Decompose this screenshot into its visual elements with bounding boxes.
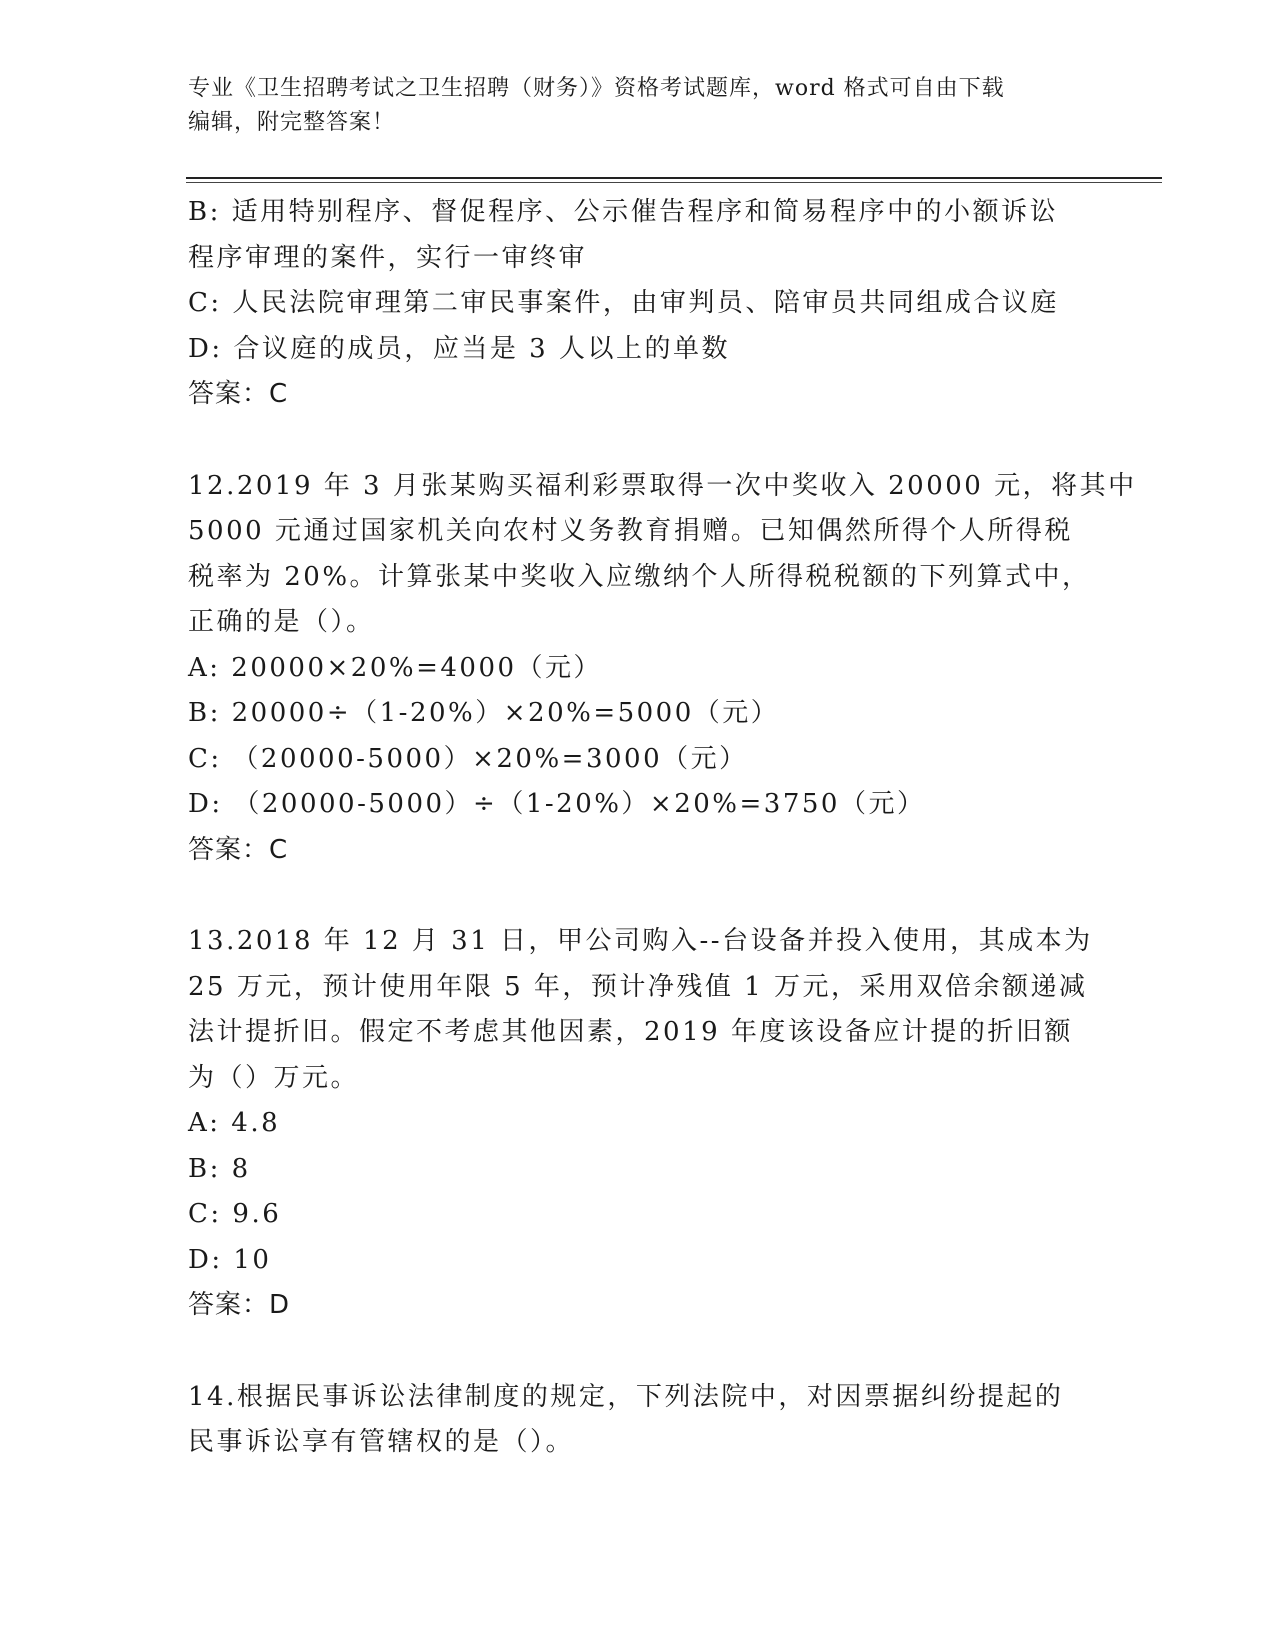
question-text-line-3: 法计提折旧。假定不考虑其他因素，2019 年度该设备应计提的折旧额 [188, 1017, 1073, 1047]
document-header [188, 72, 1088, 140]
spacer [188, 1329, 1088, 1375]
question-text-line-1: 12.2019 年 3 月张某购买福利彩票取得一次中奖收入 20000 元，将其中 [188, 470, 1137, 501]
option-d: D: 10 [188, 1244, 272, 1275]
question-text-line-3: 税率为 20%。计算张某中奖收入应缴纳个人所得税税额的下列算式中， [188, 561, 1091, 592]
option-c: C: 9.6 [188, 1199, 282, 1229]
question-12 [188, 464, 1137, 874]
question-11-continued [188, 190, 1088, 418]
option-a: A: 4.8 [188, 1108, 281, 1138]
header-line-2: 编辑，附完整答案！ [188, 110, 396, 135]
option-b-line-1: B: 适用特别程序、督促程序、公示催告程序和简易程序中的小额诉讼 [188, 197, 1059, 227]
header-line-1: 专业《卫生招聘考试之卫生招聘（财务）》资格考试题库，word 格式可自由下载 [188, 76, 1005, 101]
option-a: A: 20000×20%=4000（元） [188, 652, 603, 683]
option-b-line-2: 程序审理的案件，实行一审终审 [188, 242, 588, 273]
question-text-line-1: 13.2018 年 12 月 31 日，甲公司购入--台设备并投入使用，其成本为 [188, 926, 1093, 956]
spacer [188, 418, 1088, 464]
option-c: C: 人民法院审理第二审民事案件，由审判员、陪审员共同组成合议庭 [188, 288, 1059, 318]
answer: 答案：C [188, 834, 289, 865]
option-d: D: 合议庭的成员，应当是 3 人以上的单数 [188, 333, 730, 364]
header-divider-thin [186, 182, 1162, 183]
question-text-line-4: 正确的是（）。 [188, 607, 375, 637]
question-text-line-1: 14.根据民事诉讼法律制度的规定，下列法院中，对因票据纠纷提起的 [188, 1381, 1064, 1412]
option-c: C: （20000-5000）×20%=3000（元） [188, 743, 748, 774]
option-b: B: 20000÷（1-20%）×20%=5000（元） [188, 698, 780, 728]
header-divider-thick [186, 177, 1162, 179]
question-14 [188, 1375, 1088, 1466]
question-13 [188, 919, 1093, 1329]
question-text-line-2: 25 万元，预计使用年限 5 年，预计净残值 1 万元，采用双倍余额递减 [188, 971, 1088, 1002]
answer: 答案：D [188, 1290, 291, 1320]
question-text-line-4: 为（）万元。 [188, 1062, 360, 1093]
option-d: D: （20000-5000）÷（1-20%）×20%=3750（元） [188, 789, 926, 819]
option-b: B: 8 [188, 1153, 251, 1184]
question-text-line-2: 民事诉讼享有管辖权的是（）。 [188, 1427, 575, 1457]
answer: 答案：C [188, 379, 289, 409]
question-text-line-2: 5000 元通过国家机关向农村义务教育捐赠。已知偶然所得个人所得税 [188, 516, 1073, 546]
spacer [188, 873, 1088, 919]
document-body [188, 190, 1137, 1466]
